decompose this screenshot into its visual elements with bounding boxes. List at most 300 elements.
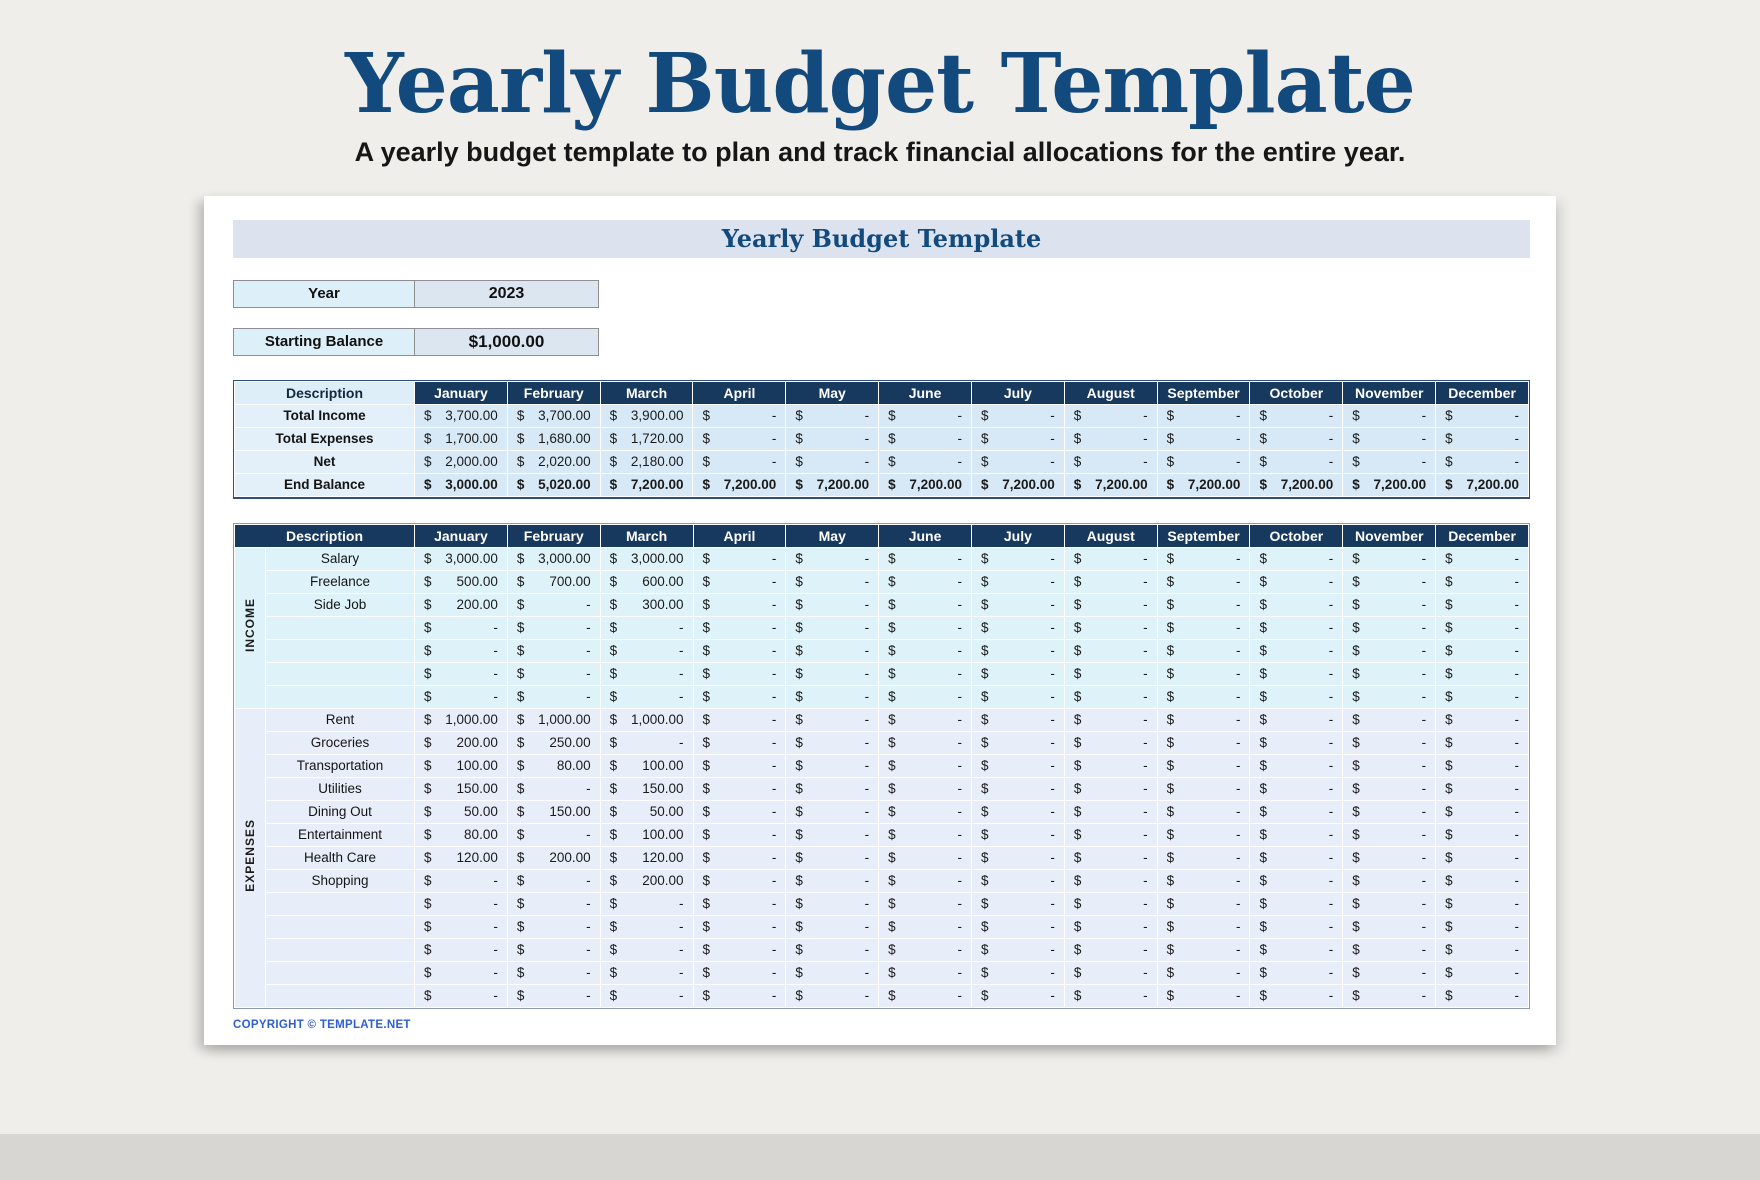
amount-cell bbox=[971, 984, 1064, 1007]
amount-value: - bbox=[771, 988, 777, 1004]
amount-cell bbox=[1064, 938, 1157, 961]
row-label bbox=[266, 662, 415, 685]
currency-symbol: $ bbox=[980, 408, 989, 424]
summary-row bbox=[235, 450, 1529, 473]
amount-cell bbox=[415, 473, 508, 496]
amount-cell bbox=[971, 915, 1064, 938]
currency-symbol: $ bbox=[1352, 620, 1360, 636]
currency-symbol: $ bbox=[1259, 758, 1267, 774]
amount-cell bbox=[1343, 961, 1436, 984]
currency-symbol: $ bbox=[888, 919, 896, 935]
currency-symbol: $ bbox=[888, 804, 896, 820]
amount-value: - bbox=[586, 919, 591, 935]
amount-cell bbox=[1436, 938, 1529, 961]
amount-value: 1,680.00 bbox=[538, 431, 591, 447]
currency-symbol: $ bbox=[1073, 431, 1082, 447]
amount-cell bbox=[1157, 616, 1250, 639]
amount-cell bbox=[1436, 777, 1529, 800]
amount-cell bbox=[1343, 404, 1436, 427]
currency-symbol: $ bbox=[516, 666, 525, 682]
amount-value: - bbox=[1421, 643, 1427, 659]
currency-symbol: $ bbox=[1073, 758, 1082, 774]
currency-symbol: $ bbox=[609, 689, 618, 705]
month-header: April bbox=[693, 524, 786, 547]
row-label bbox=[266, 892, 415, 915]
amount-cell bbox=[1343, 473, 1436, 496]
amount-value: - bbox=[1050, 574, 1055, 590]
amount-cell bbox=[415, 662, 508, 685]
currency-symbol: $ bbox=[980, 827, 989, 843]
currency-symbol: $ bbox=[702, 873, 711, 889]
amount-value: - bbox=[1050, 942, 1055, 958]
amount-cell bbox=[1343, 869, 1436, 892]
amount-value: 7,200.00 bbox=[1187, 477, 1241, 493]
currency-symbol: $ bbox=[888, 408, 896, 424]
amount-value: - bbox=[771, 850, 777, 866]
currency-symbol: $ bbox=[1445, 827, 1453, 843]
amount-value: 80.00 bbox=[556, 758, 591, 774]
amount-cell bbox=[1343, 639, 1436, 662]
amount-value: - bbox=[493, 988, 498, 1004]
currency-symbol: $ bbox=[1259, 431, 1267, 447]
amount-value: - bbox=[1143, 758, 1148, 774]
amount-cell bbox=[600, 708, 693, 731]
amount-cell bbox=[1064, 754, 1157, 777]
currency-symbol: $ bbox=[795, 965, 803, 981]
amount-value: - bbox=[957, 597, 962, 613]
amount-cell bbox=[507, 473, 600, 496]
amount-cell bbox=[1436, 823, 1529, 846]
amount-cell bbox=[1343, 427, 1436, 450]
row-label bbox=[266, 984, 415, 1007]
amount-value: 80.00 bbox=[464, 827, 498, 843]
amount-cell bbox=[415, 570, 508, 593]
amount-value: - bbox=[679, 988, 684, 1004]
currency-symbol: $ bbox=[516, 965, 525, 981]
expense-row bbox=[235, 892, 1529, 915]
currency-symbol: $ bbox=[1445, 620, 1453, 636]
currency-symbol: $ bbox=[1352, 965, 1360, 981]
sheet-title: Yearly Budget Template bbox=[721, 224, 1042, 254]
amount-cell bbox=[879, 984, 972, 1007]
amount-value: - bbox=[1143, 620, 1148, 636]
amount-value: 7,200.00 bbox=[816, 477, 870, 493]
amount-cell bbox=[786, 570, 879, 593]
amount-value: - bbox=[1235, 735, 1241, 751]
amount-cell bbox=[1157, 473, 1250, 496]
amount-cell bbox=[1157, 961, 1250, 984]
amount-cell bbox=[415, 708, 508, 731]
currency-symbol: $ bbox=[1166, 850, 1175, 866]
currency-symbol: $ bbox=[516, 735, 525, 751]
currency-symbol: $ bbox=[980, 666, 989, 682]
currency-symbol: $ bbox=[1166, 896, 1175, 912]
currency-symbol: $ bbox=[980, 735, 989, 751]
amount-cell bbox=[879, 427, 972, 450]
amount-value: - bbox=[1143, 666, 1148, 682]
amount-value: - bbox=[771, 965, 777, 981]
amount-cell bbox=[693, 984, 786, 1007]
amount-value: - bbox=[1421, 712, 1427, 728]
amount-value: - bbox=[679, 620, 684, 636]
currency-symbol: $ bbox=[1259, 666, 1267, 682]
amount-value: - bbox=[957, 666, 962, 682]
amount-value: 2,000.00 bbox=[445, 454, 498, 470]
amount-cell bbox=[693, 961, 786, 984]
amount-value: - bbox=[1514, 551, 1519, 567]
amount-cell bbox=[786, 869, 879, 892]
currency-symbol: $ bbox=[980, 643, 989, 659]
amount-value: - bbox=[493, 666, 498, 682]
amount-cell bbox=[786, 685, 879, 708]
amount-value: - bbox=[771, 942, 777, 958]
month-header: October bbox=[1250, 381, 1343, 404]
detail-table-wrapper bbox=[233, 523, 1530, 1009]
amount-value: - bbox=[586, 620, 591, 636]
amount-value: - bbox=[1328, 942, 1334, 958]
amount-cell bbox=[415, 823, 508, 846]
amount-cell bbox=[693, 662, 786, 685]
amount-cell bbox=[971, 404, 1064, 427]
amount-value: - bbox=[493, 896, 498, 912]
currency-symbol: $ bbox=[888, 735, 896, 751]
amount-value: - bbox=[771, 597, 777, 613]
currency-symbol: $ bbox=[516, 712, 525, 728]
amount-cell bbox=[1157, 754, 1250, 777]
amount-value: - bbox=[957, 620, 962, 636]
amount-cell bbox=[1250, 570, 1343, 593]
amount-value: - bbox=[493, 620, 498, 636]
currency-symbol: $ bbox=[609, 965, 618, 981]
currency-symbol: $ bbox=[1073, 408, 1082, 424]
amount-cell bbox=[1064, 450, 1157, 473]
amount-cell bbox=[507, 777, 600, 800]
amount-cell bbox=[1250, 915, 1343, 938]
currency-symbol: $ bbox=[795, 431, 803, 447]
amount-value: - bbox=[1050, 735, 1055, 751]
currency-symbol: $ bbox=[1352, 781, 1360, 797]
amount-cell bbox=[879, 754, 972, 777]
amount-value: - bbox=[1328, 896, 1334, 912]
amount-cell bbox=[1250, 685, 1343, 708]
currency-symbol: $ bbox=[516, 873, 525, 889]
amount-cell bbox=[1157, 593, 1250, 616]
month-header: February bbox=[507, 381, 600, 404]
amount-cell bbox=[1343, 570, 1436, 593]
amount-value: - bbox=[1235, 666, 1241, 682]
currency-symbol: $ bbox=[1166, 551, 1175, 567]
amount-value: - bbox=[771, 781, 777, 797]
currency-symbol: $ bbox=[609, 666, 618, 682]
amount-value: 50.00 bbox=[464, 804, 498, 820]
amount-cell bbox=[879, 450, 972, 473]
page-bottom-shadow bbox=[0, 1134, 1760, 1180]
expense-row bbox=[235, 708, 1529, 731]
amount-value: - bbox=[1514, 712, 1519, 728]
currency-symbol: $ bbox=[1073, 873, 1082, 889]
amount-value: - bbox=[771, 827, 777, 843]
amount-cell bbox=[415, 892, 508, 915]
amount-cell bbox=[415, 915, 508, 938]
currency-symbol: $ bbox=[702, 758, 711, 774]
amount-value: 7,200.00 bbox=[1280, 477, 1334, 493]
amount-cell bbox=[693, 915, 786, 938]
amount-value: - bbox=[1514, 454, 1519, 470]
amount-value: - bbox=[1514, 850, 1519, 866]
row-label: Transportation bbox=[266, 754, 415, 777]
amount-value: - bbox=[1514, 431, 1519, 447]
currency-symbol: $ bbox=[795, 643, 803, 659]
amount-cell bbox=[1250, 450, 1343, 473]
currency-symbol: $ bbox=[1166, 942, 1175, 958]
currency-symbol: $ bbox=[609, 942, 618, 958]
currency-symbol: $ bbox=[1259, 965, 1267, 981]
amount-value: - bbox=[1050, 551, 1055, 567]
amount-value: 700.00 bbox=[549, 574, 591, 590]
amount-cell bbox=[1250, 616, 1343, 639]
currency-symbol: $ bbox=[609, 408, 618, 424]
amount-value: - bbox=[771, 454, 777, 470]
currency-symbol: $ bbox=[424, 597, 432, 613]
amount-cell bbox=[1064, 708, 1157, 731]
amount-cell bbox=[600, 938, 693, 961]
currency-symbol: $ bbox=[980, 919, 989, 935]
currency-symbol: $ bbox=[516, 758, 525, 774]
amount-value: - bbox=[1050, 758, 1055, 774]
amount-value: - bbox=[1143, 735, 1148, 751]
amount-cell bbox=[1157, 547, 1250, 570]
currency-symbol: $ bbox=[1445, 477, 1453, 493]
amount-value: 3,700.00 bbox=[538, 408, 591, 424]
income-section-label bbox=[235, 547, 266, 708]
month-header: January bbox=[415, 524, 508, 547]
amount-value: - bbox=[864, 781, 870, 797]
amount-value: - bbox=[1235, 712, 1241, 728]
amount-value: - bbox=[957, 965, 962, 981]
amount-cell bbox=[971, 777, 1064, 800]
currency-symbol: $ bbox=[1073, 919, 1082, 935]
amount-value: - bbox=[864, 574, 870, 590]
amount-value: - bbox=[957, 408, 962, 424]
amount-cell bbox=[1157, 639, 1250, 662]
amount-value: - bbox=[1514, 758, 1519, 774]
currency-symbol: $ bbox=[795, 666, 803, 682]
amount-value: - bbox=[1050, 689, 1055, 705]
amount-cell bbox=[693, 754, 786, 777]
amount-value: - bbox=[1421, 988, 1427, 1004]
amount-cell bbox=[415, 639, 508, 662]
amount-value: 3,000.00 bbox=[445, 551, 498, 567]
amount-value: - bbox=[1328, 804, 1334, 820]
amount-value: - bbox=[1328, 431, 1334, 447]
expense-row bbox=[235, 846, 1529, 869]
amount-cell bbox=[600, 450, 693, 473]
amount-value: - bbox=[1143, 850, 1148, 866]
amount-value: - bbox=[957, 758, 962, 774]
amount-cell bbox=[1436, 685, 1529, 708]
amount-value: - bbox=[1050, 408, 1055, 424]
currency-symbol: $ bbox=[795, 873, 803, 889]
amount-value: - bbox=[1143, 965, 1148, 981]
currency-symbol: $ bbox=[424, 620, 432, 636]
amount-value: - bbox=[1328, 643, 1334, 659]
currency-symbol: $ bbox=[1073, 666, 1082, 682]
currency-symbol: $ bbox=[1073, 643, 1082, 659]
currency-symbol: $ bbox=[516, 919, 525, 935]
currency-symbol: $ bbox=[1259, 781, 1267, 797]
currency-symbol: $ bbox=[1166, 408, 1175, 424]
currency-symbol: $ bbox=[1073, 551, 1082, 567]
amount-cell bbox=[1343, 685, 1436, 708]
amount-value: 250.00 bbox=[549, 735, 591, 751]
currency-symbol: $ bbox=[424, 758, 432, 774]
amount-cell bbox=[1064, 984, 1157, 1007]
currency-symbol: $ bbox=[1259, 850, 1267, 866]
currency-symbol: $ bbox=[1259, 873, 1267, 889]
currency-symbol: $ bbox=[1445, 919, 1453, 935]
section-label-text: INCOME bbox=[243, 598, 257, 653]
amount-cell bbox=[1436, 846, 1529, 869]
amount-cell bbox=[693, 593, 786, 616]
amount-value: - bbox=[957, 942, 962, 958]
amount-cell bbox=[693, 731, 786, 754]
amount-value: - bbox=[1050, 620, 1055, 636]
currency-symbol: $ bbox=[888, 431, 896, 447]
amount-cell bbox=[600, 685, 693, 708]
description-header: Description bbox=[235, 524, 415, 547]
amount-cell bbox=[600, 823, 693, 846]
amount-cell bbox=[1157, 938, 1250, 961]
currency-symbol: $ bbox=[424, 574, 432, 590]
amount-cell bbox=[1436, 450, 1529, 473]
amount-value: - bbox=[1421, 431, 1427, 447]
amount-cell bbox=[879, 892, 972, 915]
amount-cell bbox=[507, 892, 600, 915]
amount-cell bbox=[1436, 593, 1529, 616]
amount-cell bbox=[879, 846, 972, 869]
amount-value: - bbox=[586, 942, 591, 958]
amount-value: - bbox=[1235, 758, 1241, 774]
amount-cell bbox=[1250, 846, 1343, 869]
currency-symbol: $ bbox=[424, 965, 432, 981]
copyright-link[interactable]: COPYRIGHT © TEMPLATE.NET bbox=[233, 1018, 411, 1031]
amount-value: - bbox=[771, 735, 777, 751]
row-label: Utilities bbox=[266, 777, 415, 800]
currency-symbol: $ bbox=[1259, 827, 1267, 843]
currency-symbol: $ bbox=[795, 735, 803, 751]
amount-value: 50.00 bbox=[649, 804, 684, 820]
currency-symbol: $ bbox=[1259, 712, 1267, 728]
amount-value: - bbox=[864, 620, 870, 636]
currency-symbol: $ bbox=[1259, 477, 1267, 493]
currency-symbol: $ bbox=[1073, 712, 1082, 728]
amount-cell bbox=[415, 685, 508, 708]
currency-symbol: $ bbox=[1073, 620, 1082, 636]
currency-symbol: $ bbox=[980, 620, 989, 636]
section-label-text: EXPENSES bbox=[243, 818, 257, 892]
amount-cell bbox=[600, 892, 693, 915]
currency-symbol: $ bbox=[702, 781, 711, 797]
amount-value: - bbox=[1050, 666, 1055, 682]
currency-symbol: $ bbox=[795, 574, 803, 590]
amount-value: - bbox=[1328, 689, 1334, 705]
amount-value: 7,200.00 bbox=[1095, 477, 1148, 493]
amount-cell bbox=[786, 662, 879, 685]
amount-cell bbox=[507, 570, 600, 593]
currency-symbol: $ bbox=[424, 735, 432, 751]
amount-cell bbox=[1343, 984, 1436, 1007]
amount-value: - bbox=[1143, 781, 1148, 797]
amount-value: - bbox=[957, 735, 962, 751]
currency-symbol: $ bbox=[1445, 643, 1453, 659]
amount-value: - bbox=[1050, 827, 1055, 843]
currency-symbol: $ bbox=[702, 643, 711, 659]
amount-value: - bbox=[1235, 850, 1241, 866]
amount-value: - bbox=[586, 666, 591, 682]
currency-symbol: $ bbox=[1166, 574, 1175, 590]
amount-cell bbox=[507, 754, 600, 777]
currency-symbol: $ bbox=[888, 620, 896, 636]
amount-cell bbox=[1343, 593, 1436, 616]
amount-cell bbox=[1250, 823, 1343, 846]
amount-cell bbox=[879, 570, 972, 593]
amount-cell bbox=[507, 593, 600, 616]
currency-symbol: $ bbox=[609, 850, 618, 866]
amount-value: - bbox=[1421, 896, 1427, 912]
amount-value: - bbox=[1421, 574, 1427, 590]
currency-symbol: $ bbox=[1073, 804, 1082, 820]
currency-symbol: $ bbox=[1445, 735, 1453, 751]
month-header: March bbox=[600, 524, 693, 547]
currency-symbol: $ bbox=[424, 408, 432, 424]
currency-symbol: $ bbox=[980, 873, 989, 889]
amount-value: - bbox=[957, 850, 962, 866]
amount-value: - bbox=[864, 988, 870, 1004]
currency-symbol: $ bbox=[609, 620, 618, 636]
currency-symbol: $ bbox=[888, 758, 896, 774]
month-header: January bbox=[415, 381, 508, 404]
amount-value: - bbox=[1514, 643, 1519, 659]
amount-value: - bbox=[1050, 712, 1055, 728]
amount-value: - bbox=[1514, 666, 1519, 682]
currency-symbol: $ bbox=[1352, 643, 1360, 659]
amount-cell bbox=[1064, 846, 1157, 869]
amount-cell bbox=[971, 639, 1064, 662]
amount-value: - bbox=[493, 965, 498, 981]
amount-value: - bbox=[1235, 804, 1241, 820]
amount-cell bbox=[1064, 616, 1157, 639]
amount-cell bbox=[1250, 473, 1343, 496]
amount-cell bbox=[507, 869, 600, 892]
row-label: Total Expenses bbox=[235, 427, 415, 450]
currency-symbol: $ bbox=[1352, 804, 1360, 820]
row-label: Freelance bbox=[266, 570, 415, 593]
currency-symbol: $ bbox=[1073, 454, 1082, 470]
amount-value: - bbox=[957, 574, 962, 590]
amount-cell bbox=[1064, 961, 1157, 984]
amount-cell bbox=[971, 473, 1064, 496]
amount-cell bbox=[786, 593, 879, 616]
currency-symbol: $ bbox=[795, 689, 803, 705]
amount-value: - bbox=[1328, 574, 1334, 590]
amount-cell bbox=[1157, 662, 1250, 685]
amount-cell bbox=[693, 404, 786, 427]
currency-symbol: $ bbox=[1166, 804, 1175, 820]
starting-balance-label: Starting Balance bbox=[234, 329, 415, 355]
month-header: May bbox=[786, 524, 879, 547]
currency-symbol: $ bbox=[1259, 919, 1267, 935]
amount-cell bbox=[1436, 639, 1529, 662]
